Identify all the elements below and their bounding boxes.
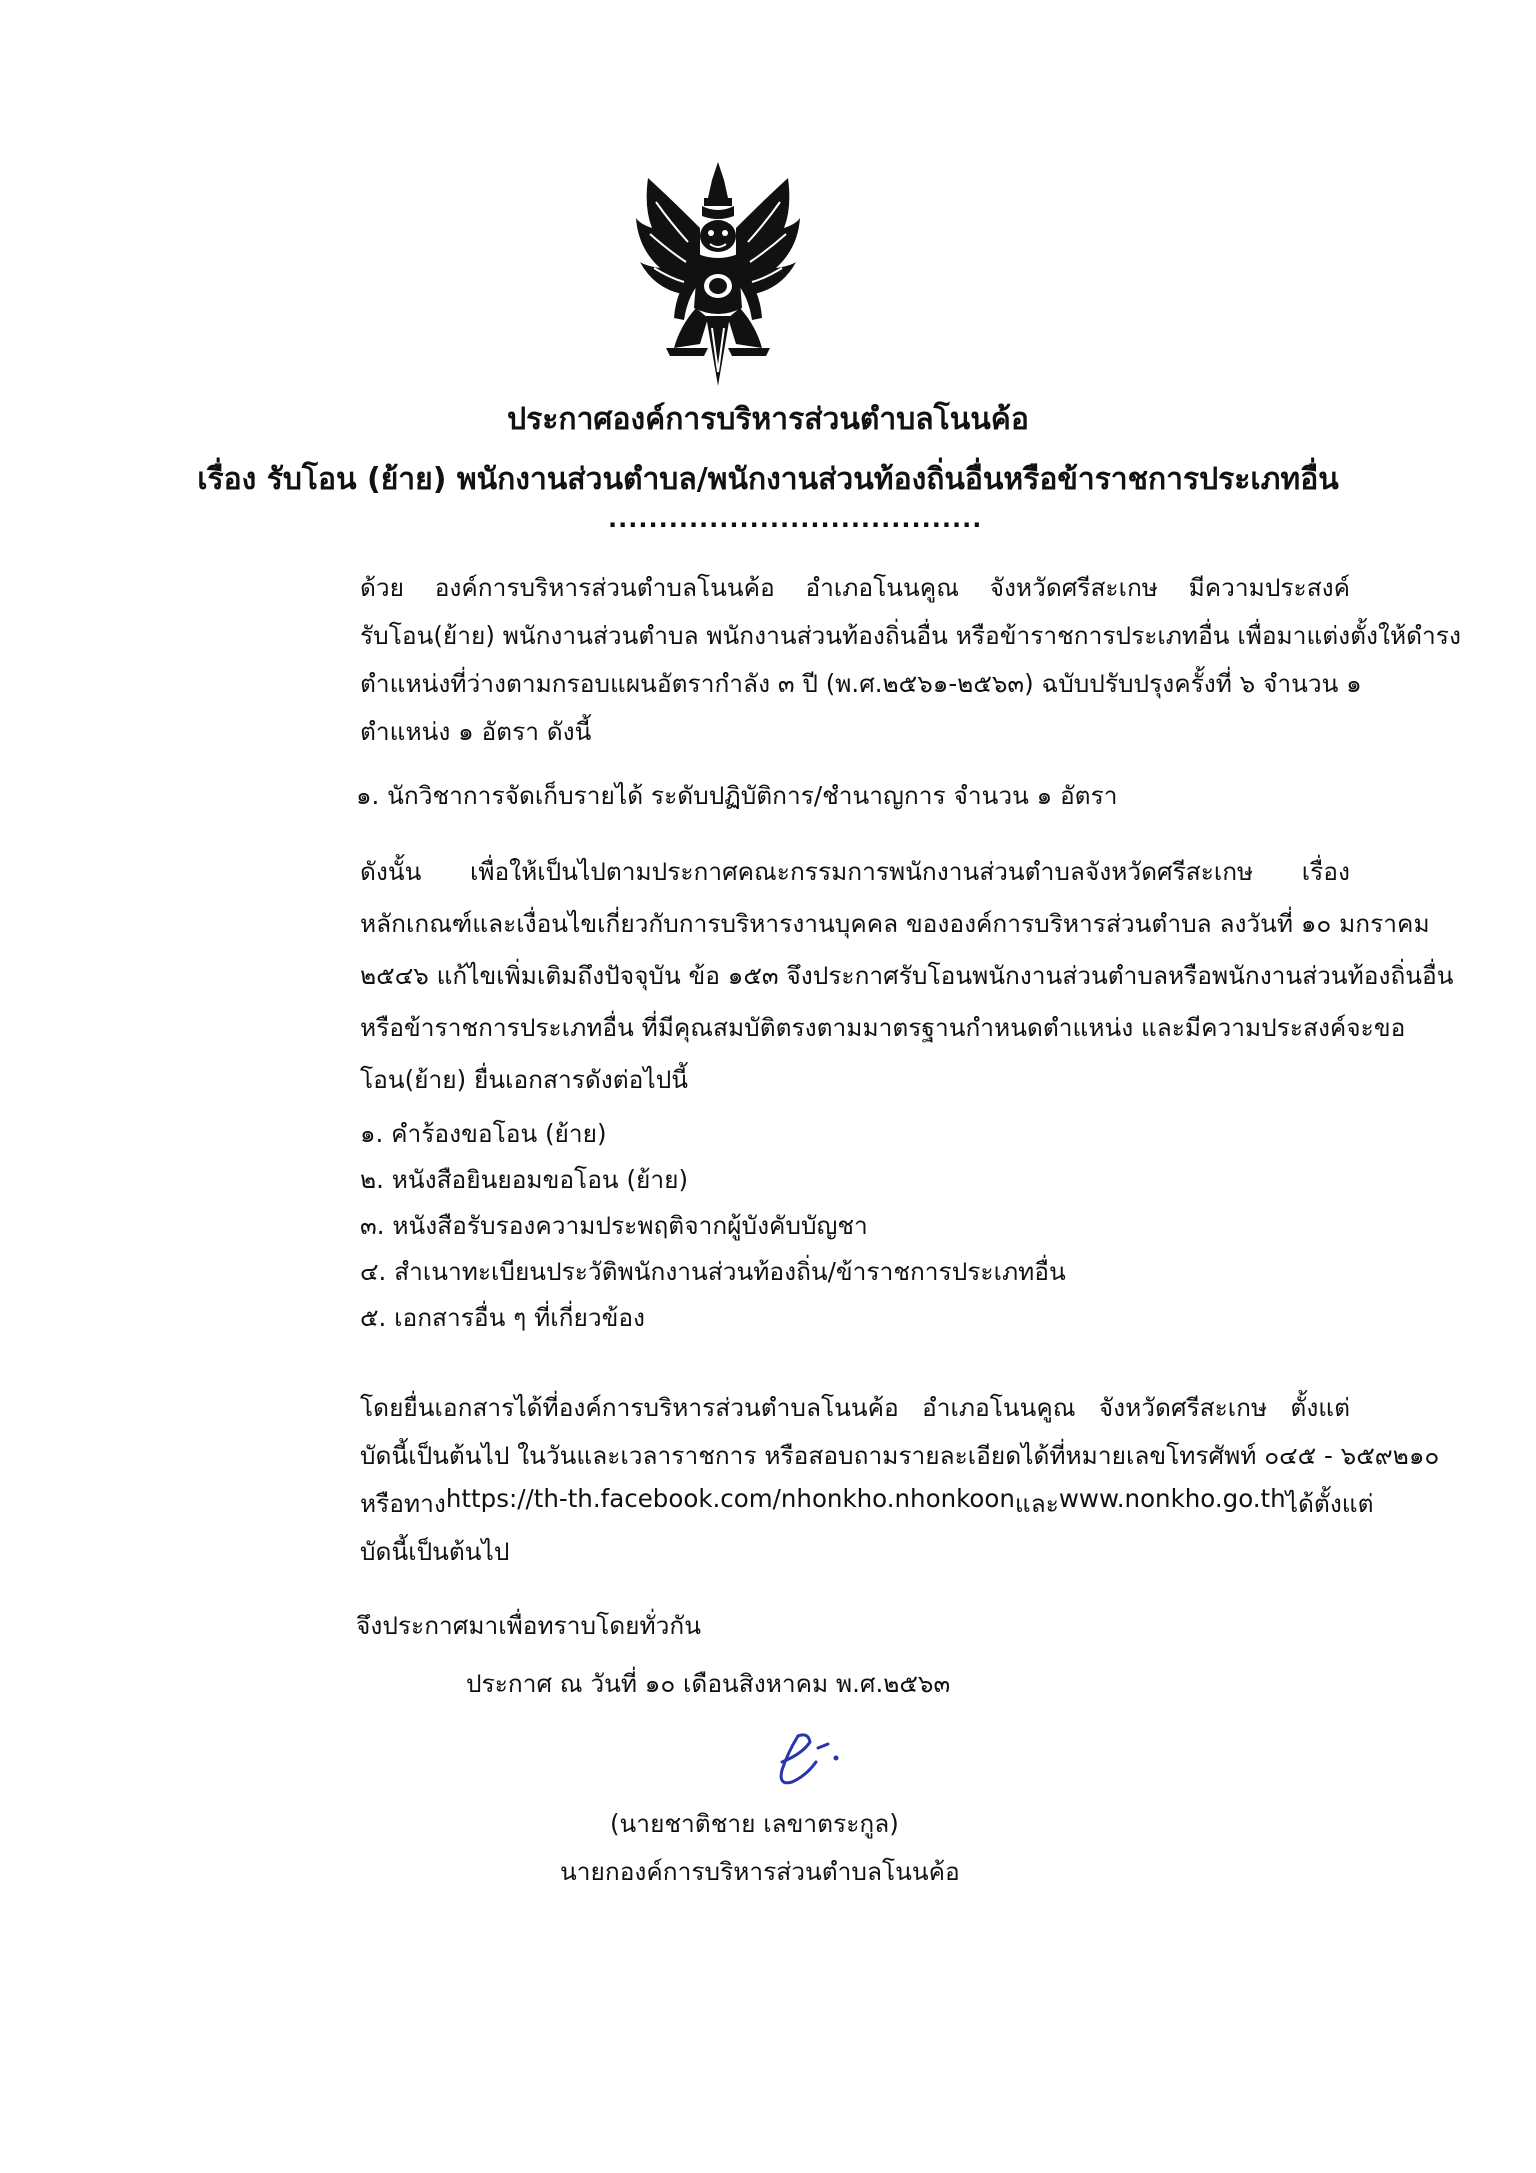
document-item-5: ๕. เอกสารอื่น ๆ ที่เกี่ยวข้อง bbox=[360, 1303, 646, 1332]
criteria-line-4: หรือข้าราชการประเภทอื่น ที่มีคุณสมบัติตรงตามมาตรฐานกำหนดตำแหน่ง และมีความประสงค์จะขอ bbox=[360, 1013, 1406, 1042]
website-link[interactable]: www.nonkho.go.th bbox=[1058, 1484, 1286, 1513]
document-item-2: ๒. หนังสือยินยอมขอโอน (ย้าย) bbox=[360, 1165, 689, 1194]
criteria-line-2: หลักเกณฑ์และเงื่อนไขเกี่ยวกับการบริหารงานบุคคล ขององค์การบริหารส่วนตำบล ลงวันที่ ๑๐ มกราคม bbox=[360, 909, 1430, 938]
criteria-line-3-wrap bbox=[360, 956, 1454, 995]
document-item-1: ๑. คำร้องขอโอน (ย้าย) bbox=[360, 1119, 607, 1148]
title-divider: ..................................... bbox=[608, 505, 983, 533]
submission-line-3 bbox=[360, 1484, 1374, 1523]
intro-line-1: ด้วย องค์การบริหารส่วนตำบลโนนค้อ อำเภอโนนคูณ จังหวัดศรีสะเกษ มีความประสงค์ bbox=[360, 573, 1350, 602]
intro-line-2-wrap bbox=[360, 616, 1461, 655]
criteria-line-3: ๒๕๔๖ แก้ไขเพิ่มเติมถึงปัจจุบัน ข้อ ๑๕๓ จึงประกาศรับโอนพนักงานส่วนตำบลหรือพนักงานส่วนท้องถิ่นอื่น bbox=[360, 961, 1454, 990]
document-item-3: ๓. หนังสือรับรองความประพฤติจากผู้บังคับบัญชา bbox=[360, 1211, 868, 1240]
submission-suffix: ได้ตั้งแต่ bbox=[1285, 1489, 1374, 1518]
intro-line-4: ตำแหน่ง ๑ อัตรา ดังนี้ bbox=[360, 717, 592, 746]
criteria-line-4-wrap bbox=[360, 1008, 1406, 1047]
criteria-line-1-wrap bbox=[360, 852, 1350, 891]
closing-announce: จึงประกาศมาเพื่อทราบโดยทั่วกัน bbox=[356, 1611, 702, 1640]
garuda-emblem-icon bbox=[630, 158, 806, 388]
signatory-title: นายกองค์การบริหารส่วนตำบลโนนค้อ bbox=[560, 1857, 960, 1886]
facebook-link[interactable]: https://th-th.facebook.com/nhonkho.nhonkoon bbox=[445, 1484, 1015, 1513]
submission-line-2-wrap bbox=[360, 1436, 1440, 1475]
criteria-line-2-wrap bbox=[360, 904, 1430, 943]
submission-and: และ bbox=[1014, 1489, 1059, 1518]
intro-line-2: รับโอน(ย้าย) พนักงานส่วนตำบล พนักงานส่วนท้องถิ่นอื่น หรือข้าราชการประเภทอื่น เพื่อมาแต่งตั้งให้ดำรง bbox=[360, 621, 1461, 650]
submission-line-2: บัดนี้เป็นต้นไป ในวันและเวลาราชการ หรือสอบถามรายละเอียดได้ที่หมายเลขโทรศัพท์ ๐๔๕ - ๖๕๙๒๑๐ bbox=[360, 1441, 1440, 1470]
announcement-subject: เรื่อง รับโอน (ย้าย) พนักงานส่วนตำบล/พนักงานส่วนท้องถิ่นอื่นหรือข้าราชการประเภทอื่น bbox=[197, 462, 1339, 497]
criteria-line-1: ดังนั้น เพื่อให้เป็นไปตามประกาศคณะกรรมการพนักงานส่วนตำบลจังหวัดศรีสะเกษ เรื่อง bbox=[360, 857, 1350, 886]
signature-mark bbox=[758, 1718, 848, 1798]
signatory-name: (นายชาติชาย เลขาตระกูล) bbox=[610, 1809, 899, 1838]
intro-paragraph bbox=[360, 568, 1350, 607]
intro-line-3: ตำแหน่งที่ว่างตามกรอบแผนอัตรากำลัง ๓ ปี (พ.ศ.๒๕๖๑-๒๕๖๓) ฉบับปรับปรุงครั้งที่ ๖ จำนวน ๑ bbox=[360, 669, 1362, 698]
document-item-4: ๔. สำเนาทะเบียนประวัติพนักงานส่วนท้องถิ่น/ข้าราชการประเภทอื่น bbox=[360, 1257, 1066, 1286]
submission-line-4: บัดนี้เป็นต้นไป bbox=[360, 1537, 510, 1566]
announcement-title: ประกาศองค์การบริหารส่วนตำบลโนนค้อ bbox=[507, 402, 1029, 437]
intro-line-3-wrap bbox=[360, 664, 1362, 703]
position-item: ๑. นักวิชาการจัดเก็บรายได้ ระดับปฏิบัติการ/ชำนาญการ จำนวน ๑ อัตรา bbox=[356, 781, 1118, 810]
criteria-line-5: โอน(ย้าย) ยื่นเอกสารดังต่อไปนี้ bbox=[360, 1065, 689, 1094]
submission-line-1-wrap bbox=[360, 1388, 1350, 1427]
submission-line-1: โดยยื่นเอกสารได้ที่องค์การบริหารส่วนตำบลโนนค้อ อำเภอโนนคูณ จังหวัดศรีสะเกษ ตั้งแต่ bbox=[360, 1393, 1350, 1422]
announce-date: ประกาศ ณ วันที่ ๑๐ เดือนสิงหาคม พ.ศ.๒๕๖๓ bbox=[466, 1669, 951, 1698]
submission-prefix: หรือทาง bbox=[360, 1489, 446, 1518]
